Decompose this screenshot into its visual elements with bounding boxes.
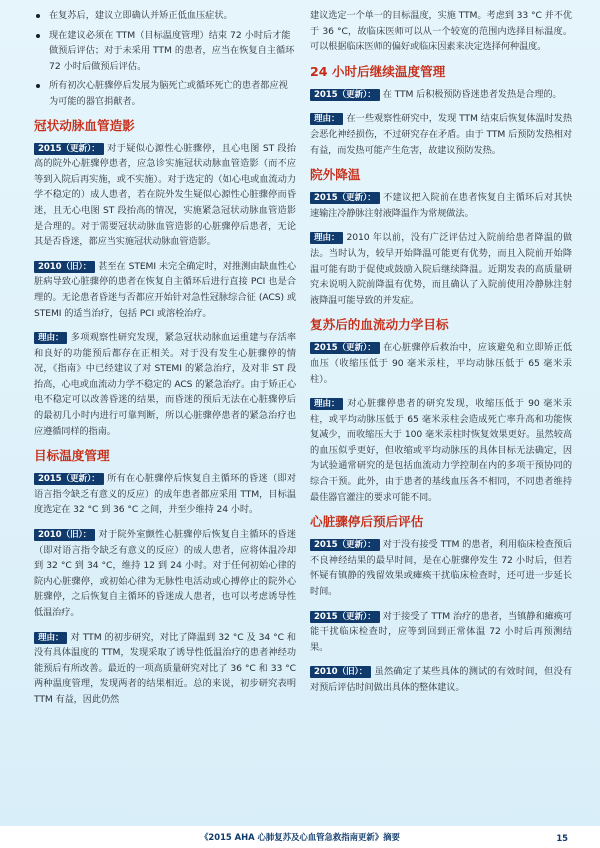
section-heading-prognostication: 心脏骤停后预后评估 [310,514,424,530]
bullet-item [34,28,296,75]
version-tag: 2010（旧）： [34,529,95,541]
rationale-tag: 理由： [310,113,343,125]
page-footer [0,826,600,848]
bullet-text: 在复苏后，建议立即确认并矫正低血压症状。 [49,10,233,21]
paragraph-ttm-continued: 建议选定一个单一的目标温度，实施 TTM。考虑到 33 °C 并不优于 36 °C，故临床医师可以从一个较宽的范围内选择目标温度。可以根据临床医师的偏好或临床因素来决定选择何种温度。 [310,10,572,53]
section-heading-prehospital-cooling: 院外降温 [310,167,361,183]
paragraph-text: 对于接受了 TTM 治疗的患者，当镇静和瘫痪可能干扰临床检查时，应等到回到正常体温 72 小时后再预测结果。 [310,610,572,653]
paragraph-text: 在一些观察性研究中，发现 TTM 结束后恢复体温时发热会恶化神经损伤，不过研究存在矛盾。由于 TTM 后预防发热相对有益，而发热可能产生危害，故建议预防发热。 [310,113,572,156]
version-tag: 2015（更新）： [34,473,104,485]
version-tag: 2010（旧）： [34,261,95,273]
paragraph-coronary-2010 [34,259,296,321]
paragraph-ttm-2015 [34,471,296,518]
right-column [310,8,572,705]
paragraph-text: 在心脏骤停后救治中，应该避免和立即矫正低血压（收缩压低于 90 毫米汞柱，平均动脉压低于 65 毫米汞柱）。 [310,342,572,385]
paragraph-cooling-rationale [310,230,572,308]
paragraph-text: 2010 年以前，没有广泛评估过入院前给患者降温的做法。当时认为，较早开始降温可能更有优势，而且入院前开始降温可能有助于促使或鼓励入院后继续降温。近期发表的高质量研究未说明入院前降温有优势，而且确认了入院前使用冷静脉注射液降温可能导致的并发症。 [310,232,572,306]
paragraph-hemodynamic-2015 [310,340,572,387]
paragraph-hemodynamic-rationale [310,396,572,505]
version-tag: 2015（更新）： [34,143,104,155]
section-heading-ttm: 目标温度管理 [34,448,110,464]
rationale-tag: 理由： [34,632,67,644]
version-tag: 2015（更新）： [310,342,380,354]
paragraph-fever-rationale [310,111,572,158]
paragraph-text: 对于没有接受 TTM 的患者，利用临床检查预后不良神经结果的最早时间，是在心脏骤停发生 72 小时后，但若怀疑有镇静的残留效果或瘫痪干扰临床检查时，还可进一步延长时间。 [310,539,572,598]
version-tag: 2015（更新）： [310,89,380,101]
paragraph-coronary-2015 [34,141,296,250]
paragraph-prognosis-2010 [310,664,572,695]
bullet-item [34,8,296,24]
paragraph-prognosis-2015-a [310,537,572,599]
rationale-tag: 理由： [34,332,67,344]
paragraph-cooling-2015 [310,190,572,221]
bullet-text: 现在建议必须在 TTM（目标温度管理）结束 72 小时后才能做预后评估；对于未采用 TTM 的患者，应当在恢复自主循环 72 小时后做预后评估。 [49,29,295,72]
bullet-text: 所有初次心脏骤停后发展为脑死亡或循环死亡的患者都应视为可能的器官捐献者。 [49,80,288,107]
version-tag: 2015（更新）： [310,539,380,551]
left-column [34,8,296,717]
section-heading-temperature-after-24h: 24 小时后继续温度管理 [310,63,446,79]
paragraph-coronary-rationale [34,330,296,439]
bullet-item [34,78,296,109]
paragraph-text: 虽然确定了某些具体的测试的有效时间，但没有对预后评估时间做出具体的整体建议。 [310,666,572,693]
page-number: 15 [556,833,568,843]
paragraph-fever-2015 [310,87,572,103]
paragraph-text: 对 TTM 的初步研究，对比了降温到 32 °C 及 34 °C 和没有具体温度的 TTM，发现采取了诱导性低温治疗的患者神经功能预后有所改善。最近的一项高质量研究对比了 36 °C 和 33 °C 两种温度管理，发现两者的结果相近。总的来说，初步研究表明 TTM 有益，因此仍然 [34,631,296,705]
paragraph-text: 甚至在 STEMI 未完全确定时，对推测由缺血性心脏病导致心脏骤停的患者在恢复自主循环后进行直接 PCI 也是合理的。无论患者昏迷与否都应开始针对急性冠脉综合征 (ACS) 或 STEMI 的适当治疗，包括 PCI 或溶栓治疗。 [34,260,296,319]
rationale-tag: 理由： [310,232,343,244]
version-tag: 2015（更新）： [310,611,380,623]
bullet-dot-icon [36,14,40,18]
paragraph-text: 不建议把入院前在患者恢复自主循环后对其快速输注冷静脉注射液降温作为常规做法。 [310,192,572,219]
section-heading-hemodynamic-goals: 复苏后的血流动力学目标 [310,317,449,333]
summary-bullet-list [34,8,296,110]
footer-document-title: 《2015 AHA 心肺复苏及心血管急救指南更新》摘要 [200,832,400,842]
bullet-dot-icon [36,84,40,88]
version-tag: 2010（旧）： [310,666,371,678]
section-heading-coronary-angiography: 冠状动脉血管造影 [34,117,135,133]
paragraph-text: 所有在心脏骤停后恢复自主循环的昏迷（即对语言指令缺乏有意义的反应）的成年患者都应采用 TTM，目标温度选定在 32 °C 到 36 °C 之间，并至少维持 24 小时。 [34,473,296,516]
paragraph-text: 在 TTM 后积极预防昏迷患者发热是合理的。 [382,88,562,100]
paragraph-ttm-rationale [34,630,296,708]
paragraph-text: 对心脏骤停患者的研究发现，收缩压低于 90 毫米汞柱，或平均动脉压低于 65 毫米汞柱会造成死亡率升高和功能恢复减少，而收缩压大于 100 毫米汞柱时恢复效果更好。虽然较高的血压似乎更好，但收缩或平均动脉压的具体目标无法确定，因为试验通常研究的是包括血流动力学控制在内的多项干预协同的综合干预。此外，由于患者的基线血压各不相同，不同患者维持最佳器官灌注的要求可能不同。 [310,398,572,503]
version-tag: 2015（更新）： [310,192,380,204]
paragraph-text: 多项观察性研究发现，紧急冠状动脉血运重建与存活率和良好的功能预后都存在正相关。对于没有发生心脏骤停的情况，《指南》中已经建议了对 STEMI 的紧急治疗，及对非 ST 段抬高，心电或血流动力学不稳定的 ACS 的紧急治疗。由于矫正心电不稳定可以改善昏迷的结果，而昏迷的预后无法在心脏骤停后的最初几小时内进行可靠判断，所以心脏骤停患者的紧急治疗也应遵循同样的指南。 [34,332,296,437]
rationale-tag: 理由： [310,398,343,410]
bullet-dot-icon [36,34,40,38]
paragraph-text: 对于院外室颤性心脏骤停后恢复自主循环的昏迷（即对语言指令缺乏有意义的反应）的成人患者，应将体温冷却到 32 °C 到 34 °C，维持 12 到 24 小时。对于任何初始心律的院内心脏骤停，或初始心律为无脉性电活动或心搏停止的院外心脏骤停，之后恢复自主循环的昏迷成人患者，也可以考虑诱导性低温治疗。 [34,529,296,618]
paragraph-ttm-2010 [34,527,296,621]
paragraph-text: 对于疑似心源性心脏骤停，且心电图 ST 段抬高的院外心脏骤停患者，应急诊实施冠状动脉血管造影（而不应等到入院后再实施，或不实施）。对于选定的（如心电或血流动力学不稳定的）成人患者，若在院外发生疑似心源性心脏骤停而昏迷，且无心电图 ST 段抬高的情况，实施紧急冠状动脉血管造影是合理的。对于需要冠状动脉血管造影的心脏骤停后患者，无论其是否昏迷，都应当实施冠状动脉血管造影。 [34,142,296,248]
paragraph-prognosis-2015-b [310,609,572,656]
